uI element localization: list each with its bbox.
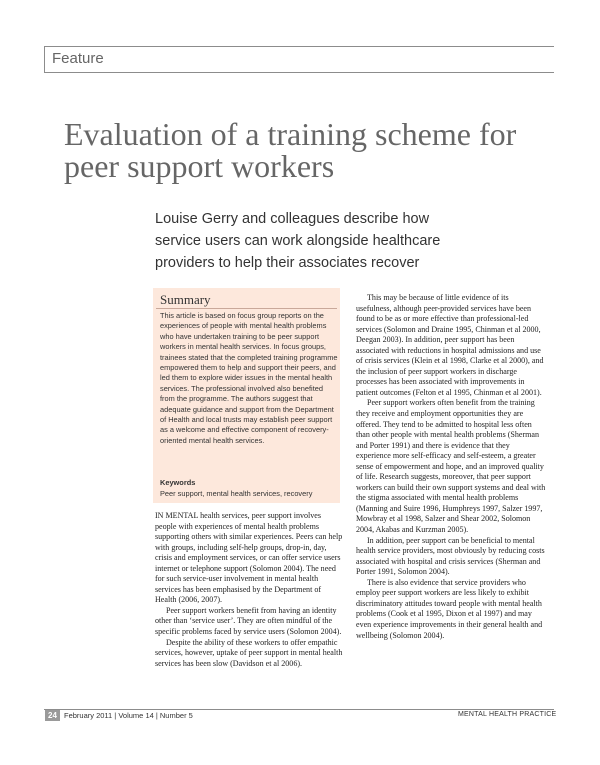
body-paragraph: In addition, peer support can be beneficial to mental health service providers, most obviously by reducing costs associated with hospital and crisis services (Sherman and Porter 1991, Solomon 2004).: [356, 535, 545, 577]
body-paragraph: Peer support workers benefit from having an identity other than ‘service user’. They are often mindful of the specific problems faced by service users (Solomon 2004).: [155, 605, 342, 637]
right-column: [356, 293, 546, 641]
body-paragraph: There is also evidence that service providers who employ peer support workers are less likely to exhibit discriminatory attitudes toward people with mental health problems (Cook et al 1995, Dixon et al 1997) and may even experience improvements in their general health and wellbeing (Solomon 2004).: [356, 577, 543, 640]
body-paragraph: Peer support workers often benefit from the training they receive and employment opportunities they are offered. They tend to be admitted to hospital less often than other people with mental health problems (Sherman and Porter 1991) and there is evidence that they experience more self-efficacy and self-esteem, a greater sense of empowerment and hope, and an improved quality of life. Research suggests, moreover, that peer support workers can build their own support systems and deal with the stigma associated with mental health problems (Manning and Suire 1996, Humphreys 1997, Salzer 1997, Mowbray et al 1998, Salzer and Shear 2002, Solomon 2004, Akabas and Kurzman 2005).: [356, 398, 546, 535]
header-bottom-rule: [44, 72, 554, 73]
body-paragraph: This may be because of little evidence of its usefulness, although peer-provided services have been found to be as or more effective than professional-led services (Solomon and Draine 1995, Chinman et al 2000, Deegan 2003). In addition, peer support has been associated with reductions in hospital admissions and use of crisis services (Klein et al 1998, Clarke et al 2000), and the inclusion of peer support workers in discharge processes has been associated with improvements in patient outcomes (Felton et al 1995, Chinman et al 2001).: [356, 293, 544, 397]
header-rule: [44, 46, 554, 47]
standfirst: Louise Gerry and colleagues describe how service users can work alongside healthcare providers to help their associates recover: [155, 211, 441, 271]
body-paragraph: IN MENTAL health services, peer support involves people with experiences of mental health problems supporting others with similar experiences. Peers can help with groups, including self-help groups, drop-in, day, crisis and employment services, or can offer service users internet or telephone support (Solomon 2004). The need for such service-user involvement in mental health services has been emphasised by the Department of Health (2006, 2007).: [155, 511, 343, 605]
keywords-text: Peer support, mental health services, recovery: [160, 489, 313, 498]
article-title: Evaluation of a training scheme for peer support workers: [64, 116, 517, 184]
left-column: [155, 511, 344, 669]
journal-name: MENTAL HEALTH PRACTICE: [458, 711, 557, 718]
footer-rule: [44, 709, 554, 710]
issue-info: February 2011 | Volume 14 | Number 5: [64, 711, 193, 720]
header-left-bar: [44, 46, 45, 72]
page-number: 24: [45, 710, 60, 721]
summary-heading: Summary: [160, 292, 211, 307]
body-paragraph: Despite the ability of these workers to offer empathic services, however, uptake of peer support in mental health services has been slow (Davidson et al 2006).: [155, 637, 343, 668]
summary-rule: [156, 308, 337, 309]
summary-text: This article is based on focus group reports on the experiences of people with mental health problems who have undertaken training to be peer support workers in mental health services. In focus groups, trainees stated that the completed training programme empowered them to help and support their peers, and led them to explore wider issues in the mental health services. The professional involved also benefited from the programme. The authors suggest that adequate guidance and support from the Department of Health and local trusts may establish peer support as a welcome and effective component of recovery-oriented mental health services.: [160, 311, 338, 445]
keywords-heading: Keywords: [160, 478, 196, 487]
section-label: Feature: [52, 50, 104, 67]
